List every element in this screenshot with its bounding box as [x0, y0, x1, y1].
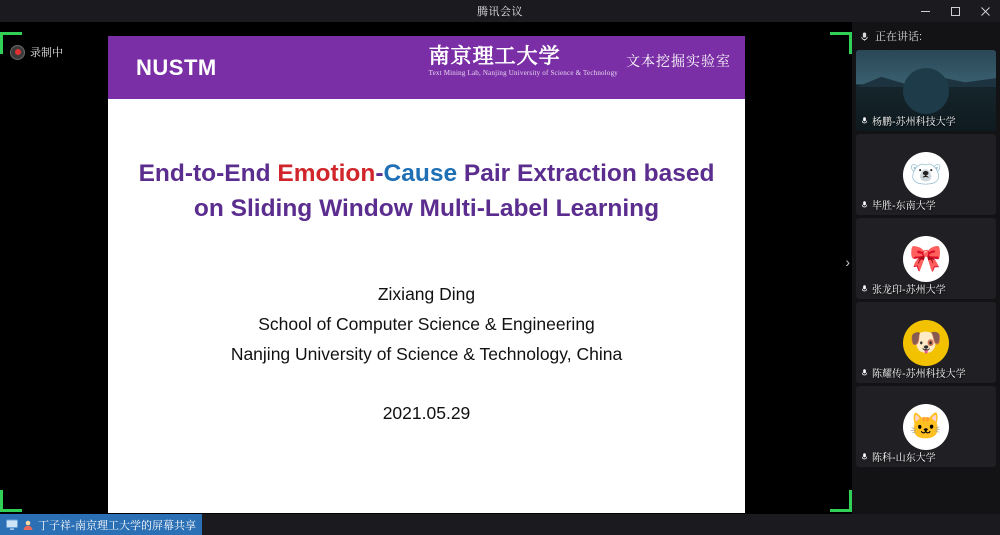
close-icon — [980, 6, 991, 17]
share-border-corner — [0, 509, 22, 512]
shared-screen-stage[interactable] — [0, 22, 852, 514]
slide-title-part: - — [375, 160, 384, 187]
taskbar-item-shared-screen[interactable] — [0, 514, 202, 535]
participant-name-row — [860, 281, 946, 296]
close-button[interactable] — [970, 0, 1000, 22]
microphone-icon — [859, 31, 870, 42]
slide-title-part: Emotion — [277, 160, 376, 187]
chevron-right-icon[interactable]: › — [845, 254, 850, 270]
slide-author: Zixiang Ding — [377, 283, 476, 304]
participant-tile[interactable] — [856, 50, 996, 131]
slide-title-part: Cause — [383, 160, 458, 187]
slide-affiliation-1: School of Computer Science & Engineering — [258, 313, 595, 334]
participant-tile[interactable] — [856, 386, 996, 467]
maximize-icon — [950, 6, 961, 17]
maximize-button[interactable] — [940, 0, 970, 22]
taskbar — [0, 514, 1000, 535]
participant-name: 陈科-山东大学 — [872, 453, 936, 464]
microphone-icon — [860, 452, 869, 461]
share-border-corner — [0, 490, 3, 512]
slide-affiliation-2: Nanjing University of Science & Technology, China — [230, 343, 623, 364]
avatar — [903, 68, 949, 114]
record-icon — [10, 45, 25, 60]
slide-date: 2021.05.29 — [382, 402, 471, 423]
microphone-icon — [860, 284, 869, 293]
slide-title-part: End-to-End — [138, 160, 278, 187]
avatar — [903, 404, 949, 450]
avatar — [903, 320, 949, 366]
participants-panel — [852, 22, 1000, 514]
participant-tile[interactable] — [856, 218, 996, 299]
slide-author-block — [108, 279, 745, 369]
participant-name-row — [860, 365, 966, 380]
avatar-emoji: 🐻‍❄️ — [909, 159, 943, 189]
participant-tile[interactable] — [856, 302, 996, 383]
slide-title-part: Pair Extraction based on Sliding Window Multi-Label Learning — [193, 160, 715, 222]
logo-chinese-name: 南京理工大学 — [428, 44, 561, 68]
participant-name: 陈耀传-苏州科技大学 — [872, 369, 966, 380]
participant-name: 杨鹏-苏州科技大学 — [872, 117, 956, 128]
window-controls — [910, 0, 1000, 22]
avatar — [903, 236, 949, 282]
slide-title — [108, 157, 745, 227]
recording-badge — [10, 44, 63, 60]
participant-tile[interactable] — [856, 134, 996, 215]
avatar-emoji: 🎀 — [909, 243, 943, 273]
microphone-icon — [860, 200, 869, 209]
participant-name: 张龙印-苏州大学 — [872, 285, 946, 296]
taskbar-item-label: 丁子祥-南京理工大学的屏幕共享 — [38, 518, 196, 532]
window-title: 腾讯会议 — [477, 6, 523, 18]
avatar — [903, 152, 949, 198]
recording-label: 录制中 — [30, 47, 63, 59]
participant-name: 毕胜-东南大学 — [872, 201, 936, 212]
slide-brand: NUSTM — [136, 54, 217, 80]
participant-tiles — [852, 50, 1000, 467]
avatar-emoji: 🐱 — [909, 411, 943, 441]
monitor-icon — [6, 519, 18, 531]
microphone-icon — [860, 368, 869, 377]
university-logo — [429, 45, 731, 77]
participant-name-row — [860, 197, 936, 212]
participant-name-row — [860, 113, 956, 128]
window-titlebar — [0, 0, 1000, 22]
logo-english-name: Text Mining Lab, Nanjing University of Science & Technology — [428, 69, 618, 78]
avatar-emoji: 🐶 — [909, 327, 943, 357]
share-border-corner — [0, 32, 22, 35]
participant-name-row — [860, 449, 936, 464]
minimize-button[interactable] — [910, 0, 940, 22]
user-icon — [22, 519, 34, 531]
minimize-icon — [920, 6, 931, 17]
presentation-slide — [108, 36, 745, 513]
share-border-corner — [0, 32, 3, 54]
lab-chinese-name: 文本挖掘实验室 — [626, 54, 731, 70]
slide-header — [108, 36, 745, 99]
microphone-icon — [860, 116, 869, 125]
active-speaker-row — [852, 22, 1000, 50]
active-speaker-label: 正在讲话: — [875, 31, 923, 43]
